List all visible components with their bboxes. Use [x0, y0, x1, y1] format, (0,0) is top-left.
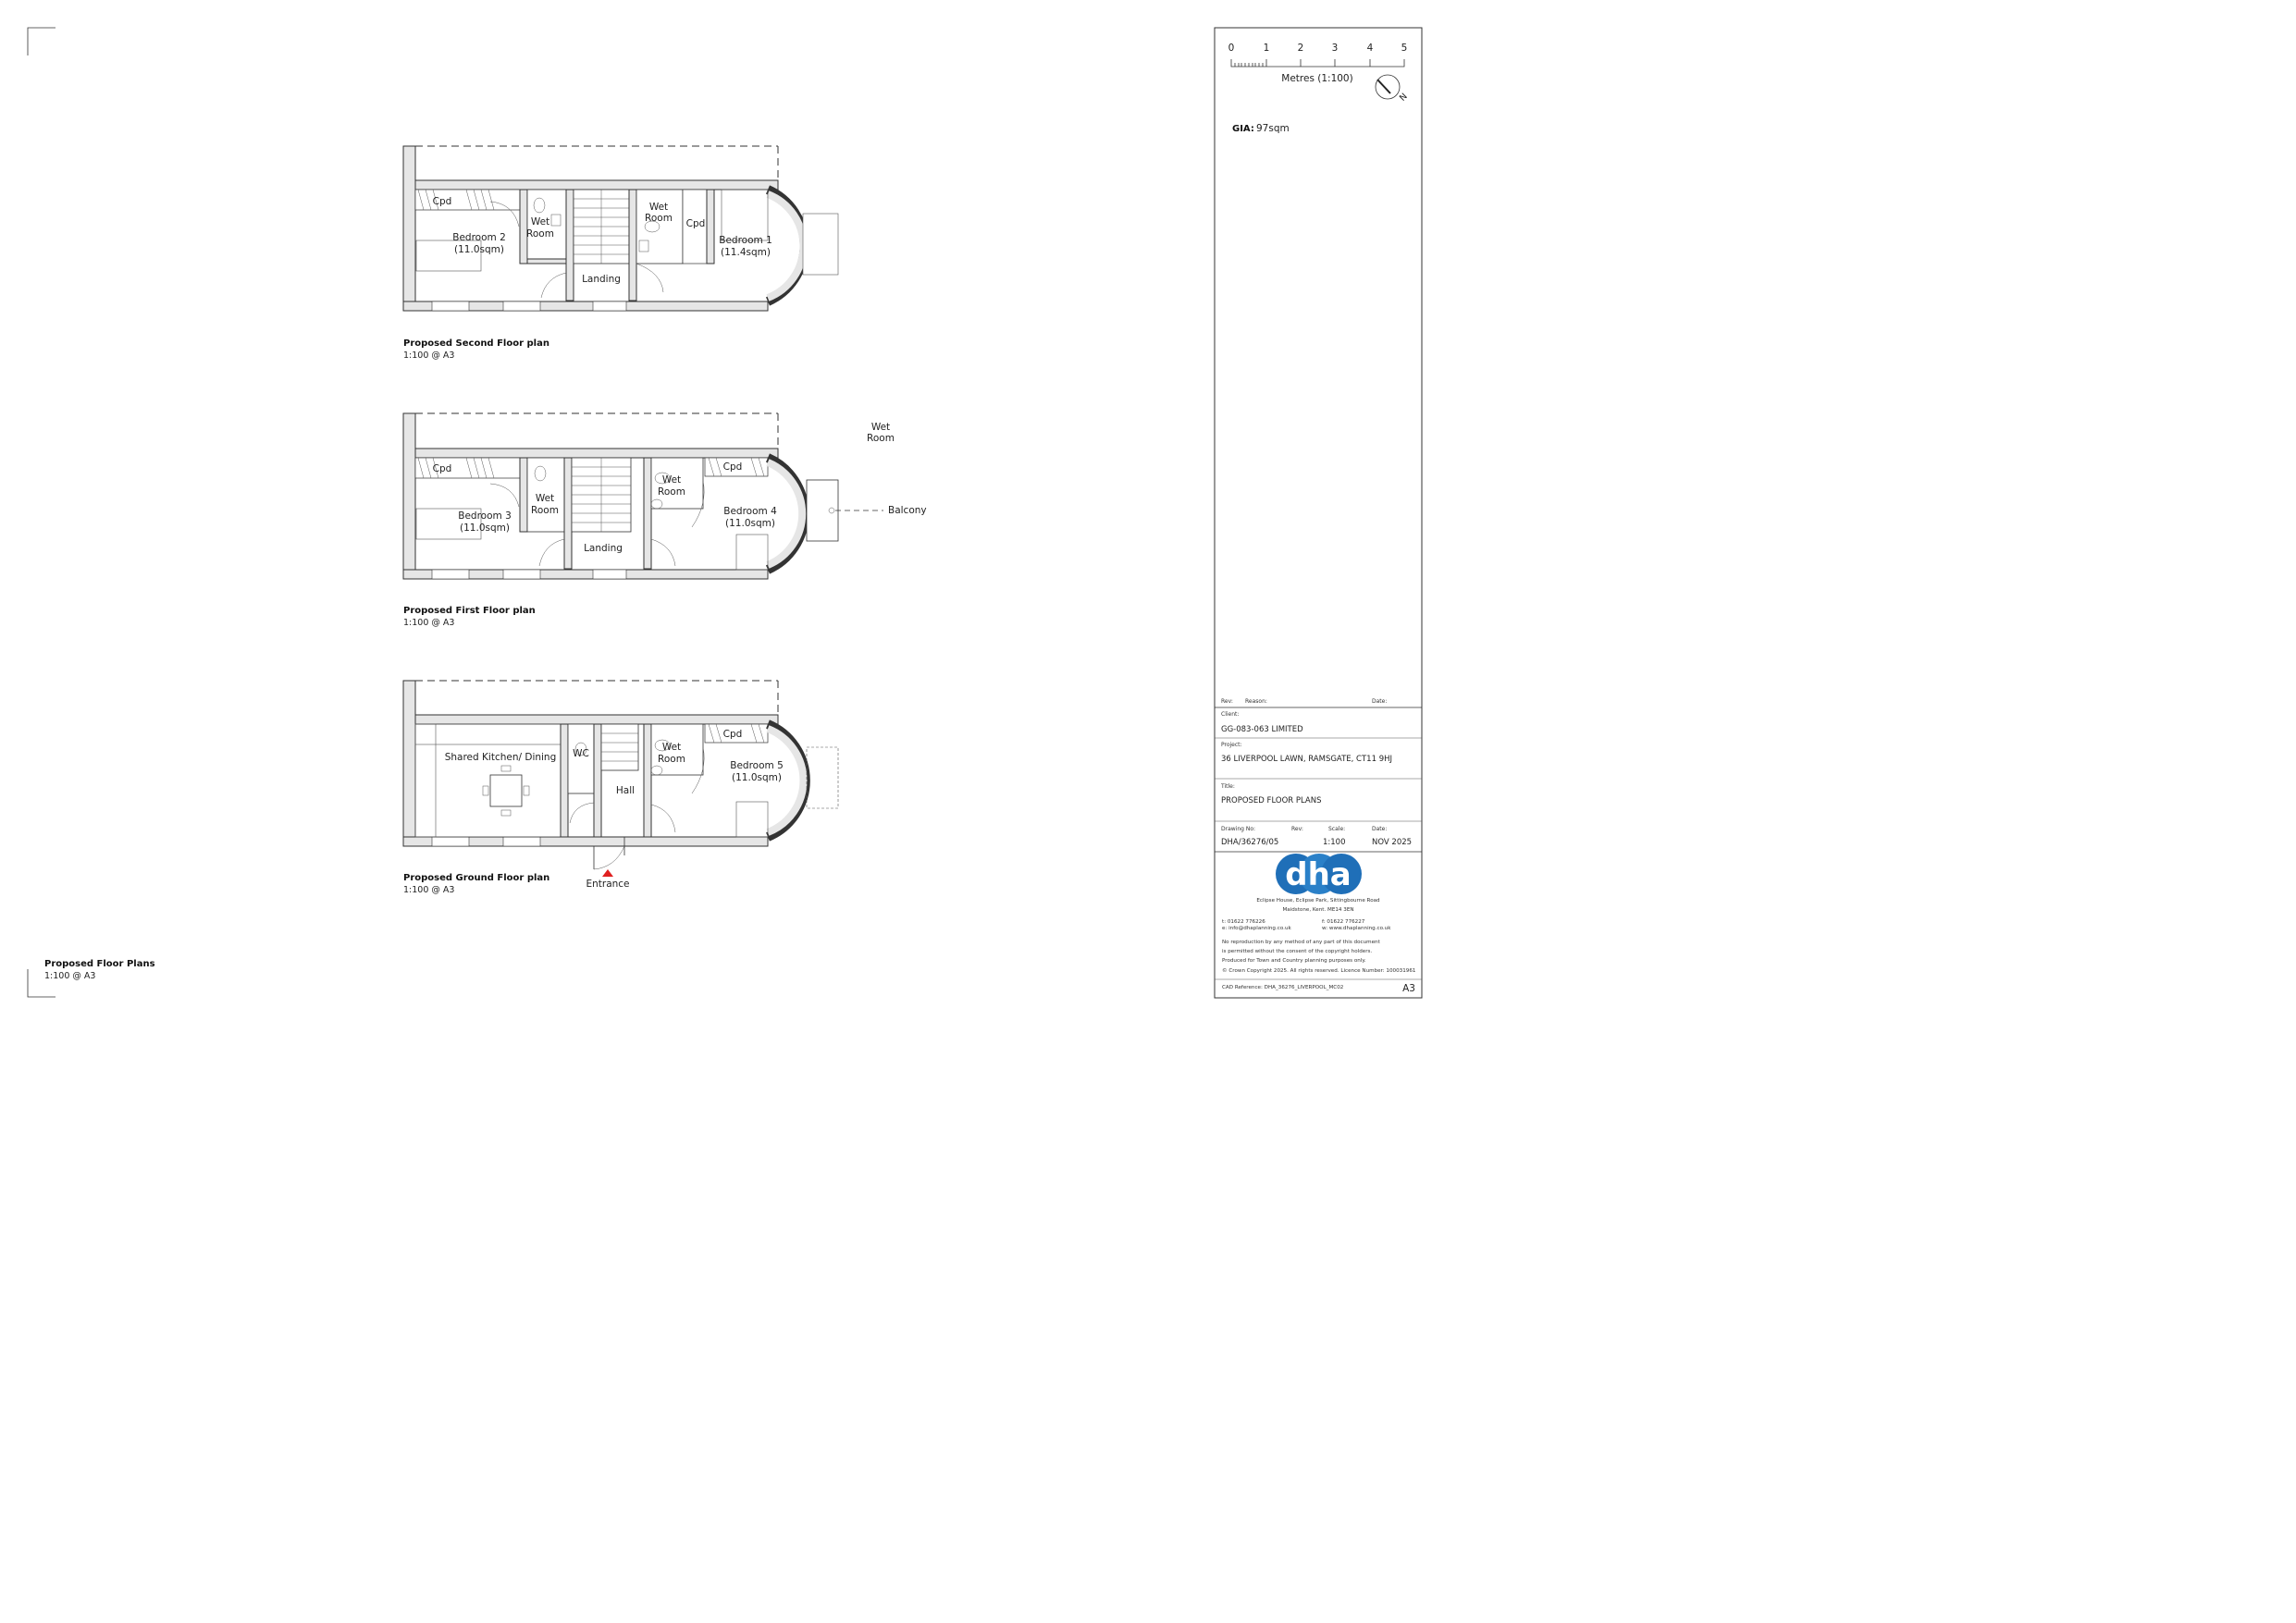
- first-floor-plan: [403, 413, 927, 628]
- drawing-no-value: DHA/36276/05: [1221, 838, 1279, 847]
- first-floor-wet2-line1: Wet: [661, 474, 682, 486]
- web: w: www.dhaplanning.co.uk: [1322, 926, 1391, 931]
- sheet-title: Proposed Floor Plans: [44, 959, 155, 969]
- second-floor-plan: [403, 146, 838, 361]
- floating-wet-line1: Wet: [870, 422, 891, 433]
- balcony-label: Balcony: [888, 505, 927, 516]
- ground-floor-plan: [403, 681, 838, 895]
- dha-logo: [1276, 854, 1362, 894]
- drawing-no-label: Drawing No:: [1221, 826, 1256, 832]
- bedroom2-name: Bedroom 2: [452, 232, 506, 243]
- floating-wet-line2: Room: [867, 433, 895, 444]
- fax: f: 01622 776227: [1322, 919, 1365, 925]
- note-line2: is permitted without the consent of the copyright holders.: [1222, 949, 1373, 954]
- scale-caption: Metres (1:100): [1281, 73, 1353, 84]
- crown-copyright: © Crown Copyright 2025. All rights reserved. Licence Number: 100031961: [1222, 968, 1416, 974]
- sheet-scale: 1:100 @ A3: [44, 971, 96, 981]
- second-floor-wet2-line2: Room: [645, 213, 673, 224]
- bedroom3-area: (11.0sqm): [460, 523, 510, 534]
- drawing-sheet: [0, 0, 1441, 1019]
- first-floor-title: Proposed First Floor plan: [403, 606, 536, 616]
- north-label: N: [1397, 91, 1410, 104]
- scale-tick-4: 4: [1366, 43, 1374, 54]
- address-line1: Eclipse House, Eclipse Park, Sittingbourne Road: [1256, 898, 1380, 904]
- bedroom1-name: Bedroom 1: [719, 235, 772, 246]
- bedroom5-name: Bedroom 5: [730, 760, 784, 771]
- client-label: Client:: [1221, 711, 1240, 718]
- date-label: Date:: [1372, 826, 1388, 832]
- second-floor-scale: 1:100 @ A3: [403, 350, 455, 361]
- date-value: NOV 2025: [1372, 838, 1413, 847]
- rev-header: Rev:: [1221, 698, 1233, 705]
- scale-tick-0: 0: [1228, 43, 1235, 54]
- kitchen-label: Shared Kitchen/ Dining: [444, 752, 557, 763]
- ground-wet-line1: Wet: [661, 742, 682, 753]
- sheet-size: A3: [1402, 983, 1415, 994]
- title-label: Title:: [1221, 783, 1235, 790]
- ground-floor-scale: 1:100 @ A3: [403, 885, 455, 895]
- note-line1: No reproduction by any method of any part of this document: [1222, 940, 1380, 945]
- title-block: [1215, 28, 1422, 998]
- note-line3: Produced for Town and Country planning purposes only.: [1222, 958, 1366, 964]
- first-floor-wet2-line2: Room: [658, 486, 685, 498]
- first-floor-landing: Landing: [584, 543, 623, 554]
- ground-wet-line2: Room: [658, 754, 685, 765]
- scale-tick-3: 3: [1331, 43, 1339, 54]
- second-floor-wet1-line1: Wet: [530, 216, 550, 227]
- second-floor-landing: Landing: [582, 274, 621, 285]
- gia-label: GIA:: [1232, 124, 1254, 134]
- first-floor-cpd-left: Cpd: [432, 463, 452, 474]
- reason-header: Reason:: [1245, 698, 1267, 705]
- bedroom4-name: Bedroom 4: [723, 506, 777, 517]
- bedroom4-area: (11.0sqm): [725, 518, 775, 529]
- first-floor-cpd-right: Cpd: [722, 461, 743, 473]
- email: e: info@dhaplanning.co.uk: [1222, 926, 1291, 931]
- gia-value: 97sqm: [1256, 123, 1290, 134]
- project-value: 36 LIVERPOOL LAWN, RAMSGATE, CT11 9HJ: [1221, 755, 1393, 764]
- second-floor-wet2-line1: Wet: [648, 202, 669, 213]
- ground-cpd-label: Cpd: [722, 729, 743, 740]
- title-value: PROPOSED FLOOR PLANS: [1221, 796, 1322, 805]
- second-floor-cpd-left: Cpd: [432, 196, 452, 207]
- crop-mark-top-left: [28, 28, 56, 55]
- scale-value: 1:100: [1323, 838, 1346, 847]
- bedroom2-area: (11.0sqm): [454, 244, 504, 255]
- address-line2: Maidstone, Kent. ME14 3EN: [1282, 907, 1354, 913]
- client-value: GG-083-063 LIMITED: [1221, 725, 1303, 734]
- project-label: Project:: [1221, 742, 1242, 748]
- scale-tick-5: 5: [1401, 43, 1408, 54]
- rev-label: Rev:: [1291, 826, 1303, 832]
- bedroom5-area: (11.0sqm): [732, 772, 782, 783]
- scale-tick-1: 1: [1263, 43, 1270, 54]
- wc-label: WC: [573, 748, 589, 759]
- hall-label: Hall: [615, 785, 636, 796]
- first-floor-wet1-line1: Wet: [535, 493, 555, 504]
- second-floor-wet1-line2: Room: [526, 228, 554, 240]
- ground-floor-title: Proposed Ground Floor plan: [403, 873, 550, 883]
- first-floor-wet1-line2: Room: [531, 505, 559, 516]
- date-header: Date:: [1372, 698, 1388, 705]
- scale-tick-2: 2: [1297, 43, 1304, 54]
- first-floor-scale: 1:100 @ A3: [403, 618, 455, 628]
- bedroom1-area: (11.4sqm): [721, 247, 771, 258]
- entrance-label: Entrance: [586, 879, 630, 890]
- second-floor-cpd-right: Cpd: [685, 218, 706, 229]
- bedroom3-name: Bedroom 3: [458, 510, 512, 522]
- logo-text: dha: [1285, 856, 1352, 893]
- scale-label: Scale:: [1328, 826, 1346, 832]
- second-floor-title: Proposed Second Floor plan: [403, 338, 549, 349]
- entrance-marker-icon: [602, 869, 613, 877]
- tel: t: 01622 776226: [1222, 919, 1265, 925]
- cad-reference: CAD Reference: DHA_36276_LIVERPOOL_MC02: [1222, 985, 1344, 990]
